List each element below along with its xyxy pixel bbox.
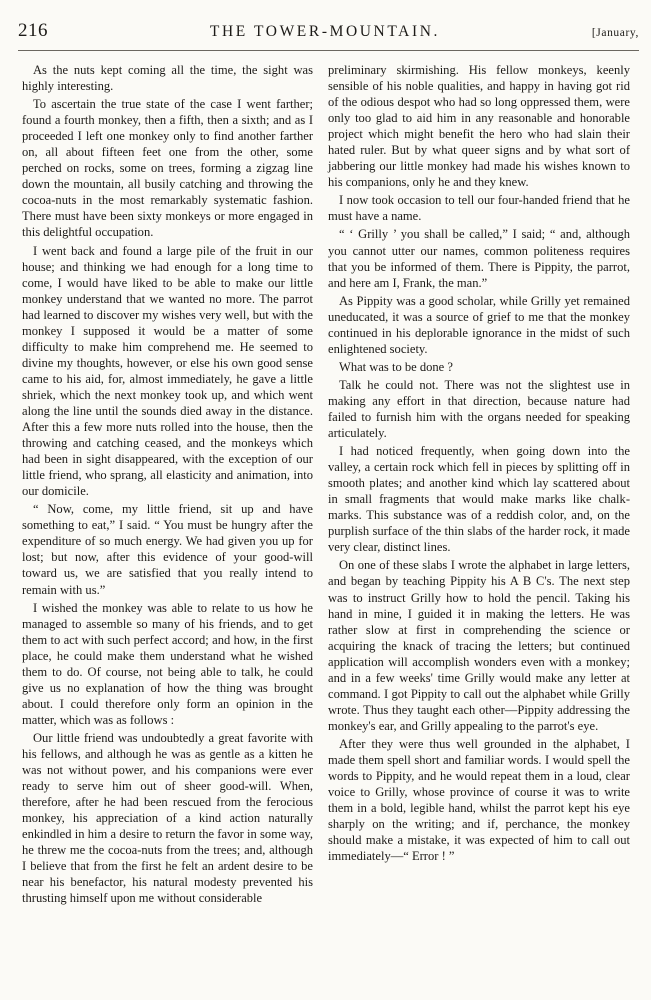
paragraph: I now took occasion to tell our four-handed friend that he must have a name. [328,193,630,224]
paragraph: What was to be done ? [339,359,453,374]
running-title: THE TOWER-MOUNTAIN. [209,23,440,40]
paragraph: On one of these slabs I wrote the alphabet in large letters, and began by teaching Pippity his A B C's. The next step was to instruct Grilly how to hold the pencil. Taking his hand in mine, I guided it in making the letters. He was rather slow at first in comprehending the science or acquiring the knack of tracing the letters; but continued application will accomplish wonders even with a monkey; and in a few weeks' time Grilly would make any letter at command. I got Pippity to call out the alphabet while Grilly wrote. Thus they taught each other—Pippity addressing the monkey's ear, and Grilly appealing to the parrot's eye. [328,558,630,733]
issue-month: [January, [591,27,639,39]
paragraph: As Pippity was a good scholar, while Grilly yet remained uneducated, it was a source of grief to me that the monkey continued in his deplorable ignorance in the midst of such enlightened society. [328,293,630,356]
paragraph: Our little friend was undoubtedly a great favorite with his fellows, and although he was as gentle as a kitten he was not without power, and his companions were ever ready to serve him out of sheer good-will. When, therefore, after he had been rescued from the ferocious monkey, his appreciation of a kind action naturally enkindled in him a desire to return the favor in some way, he threw me the cocoa-nuts from the trees; and, although I believe that from the first he felt an ardent desire to be near his benefactor, his natural modesty prevented his thrusting himself upon me without considerable [22,730,313,906]
paragraph: I wished the monkey was able to relate to us how he managed to assemble so many of his friends, and to get them to act with such perfect accord; and how, in the first place, he could make them understand what he wished them to do. Of course, not being able to talk, he could give us no explanation of how the thing was brought about. I could therefore only form an opinion in the matter, which was as follows : [22,600,313,727]
paragraph: I had noticed frequently, when going down into the valley, a certain rock which fell in pieces by splitting off in smooth plates; and another kind which lay scattered about in small fragments that would make marks like chalk-marks. This substance was of a reddish color, and, on the purplish surface of the thin slabs of the harder rock, it made very clear, distinct lines. [328,444,630,555]
paragraph: “ Now, come, my little friend, sit up and have something to eat,” I said. “ You must be hungry after the expenditure of so much energy. We had given you up for lost; but now, after this evidence of your good-will toward us, we are satisfied that you really intend to remain with us.” [22,502,313,597]
left-column [22,62,313,908]
header-rule [18,50,639,51]
right-column [328,62,630,866]
paragraph: “ ‘ Grilly ’ you shall be called,” I said; “ and, although you cannot utter our names, common politeness requires that you be informed of them. There is Pippity, the parrot, and here am I, Frank, the man.” [328,227,630,290]
paragraph: As the nuts kept coming all the time, the sight was highly interesting. [22,63,313,94]
paragraph: Talk he could not. There was not the slightest use in making any effort in that direction, because nature had failed to furnish him with the organs needed for speaking articulately. [328,377,630,441]
paragraph: preliminary skirmishing. His fellow monkeys, keenly sensible of his noble qualities, and happy in having got rid of the odious despot who had so long oppressed them, were only too glad to aid him in any reasonable and honorable project which might benefit the hero who had slain their hated ruler. But by what queer signs and by what sort of jabbering our little monkey had made his wishes known to his companions, only he and they knew. [328,63,630,190]
page-header [18,20,639,46]
page-number: 216 [18,20,48,41]
paragraph: I went back and found a large pile of the fruit in our house; and thinking we had enough for a long time to come, I would have liked to be able to make our little monkey understand that we wanted no more. The parrot had learned to discover my wishes very well, but with the monkey I supposed it would be a matter of some difficulty to make him comprehend me. He seemed to divine my thoughts, however, or else his own good sense came to his aid, for, almost immediately, he gave a little shriek, which the next monkey took up, and which went along the line until the sounds died away in the distance. After this a few more nuts rolled into the house, then the throwing and catching ceased, and the monkeys which had been in sight disappeared, with the exception of our little friend, who sprang, all elasticity and animation, into our domicile. [22,243,313,499]
paragraph: To ascertain the true state of the case I went farther; found a fourth monkey, then a fifth, then a sixth; and as I proceeded I left one monkey only to find another farther on, all about fifteen feet one from the other, some perched on rocks, some on trees, forming a zigzag line down the mountain, all busily catching and throwing the cocoa-nuts in the most remarkably systematic fashion. There must have been sixty monkeys or more engaged in this delightful occupation. [22,97,313,240]
paragraph: After they were thus well grounded in the alphabet, I made them spell short and familiar words. I would spell the words to Pippity, and he would repeat them in a loud, clear voice to Grilly, whose province of course it was to write them in a bold, legible hand, whilst the parrot kept his eye sharply on the writing; and if, perchance, the monkey should make a mistake, it was expected of him to call out immediately—“ Error ! ” [328,736,630,864]
